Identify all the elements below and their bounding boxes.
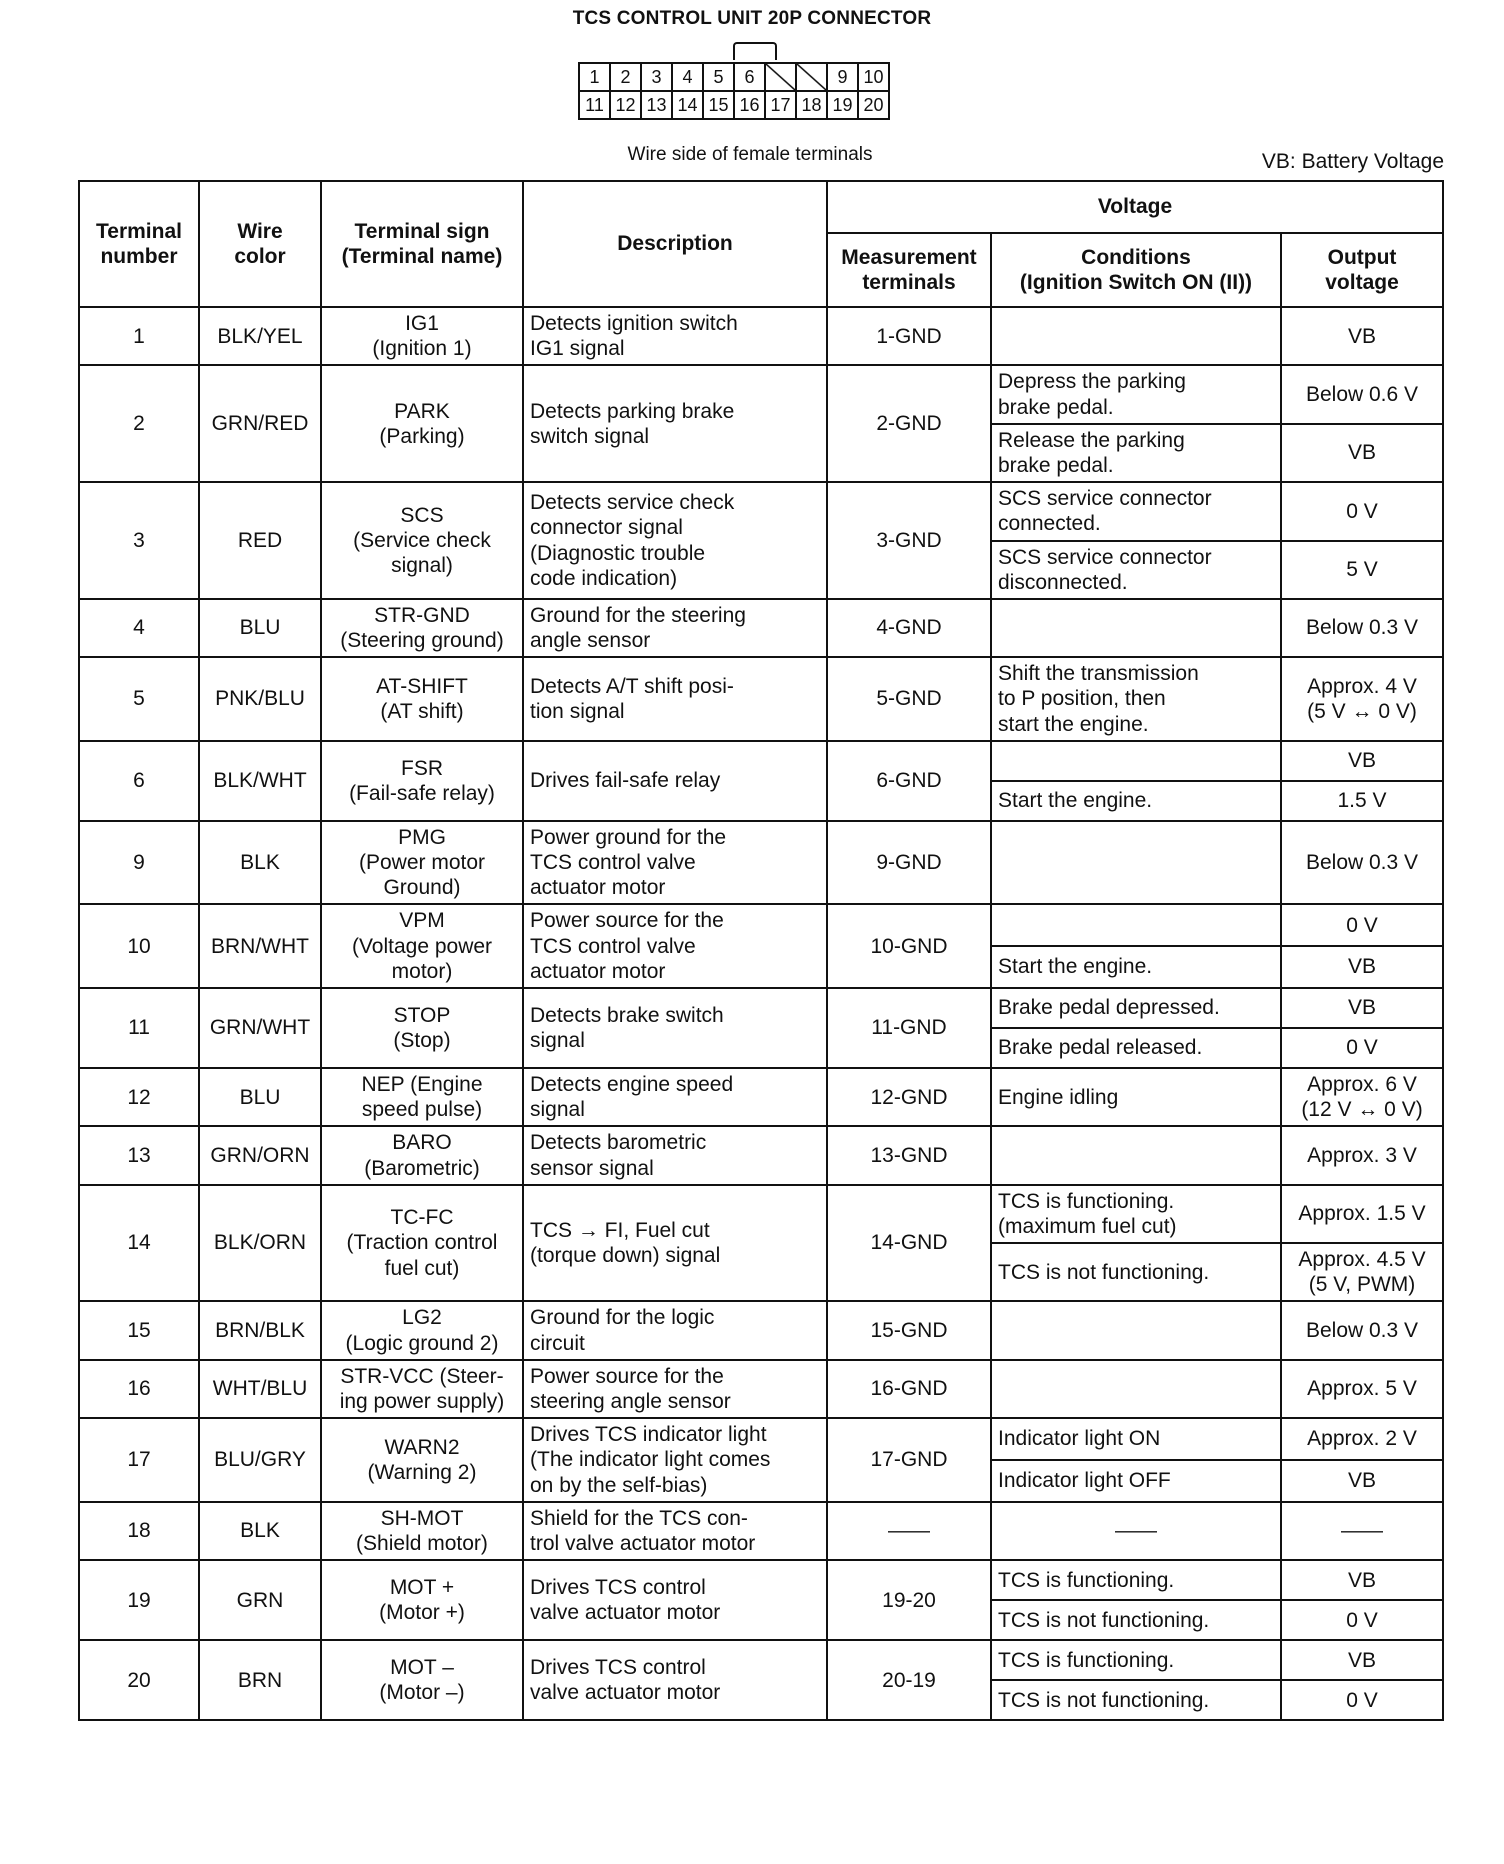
wire-color-cell: BLU/GRY — [199, 1418, 321, 1502]
wire-color-cell: BRN — [199, 1640, 321, 1720]
output-voltage-cell: 5 V — [1281, 541, 1443, 599]
conditions-cell — [991, 599, 1281, 657]
measurement-terminals-cell: 4-GND — [827, 599, 991, 657]
wire-color-cell: GRN/WHT — [199, 988, 321, 1068]
conditions-cell: —— — [991, 1502, 1281, 1560]
table-row — [79, 1126, 1443, 1184]
output-voltage-cell: Approx. 4 V (5 V ↔ 0 V) — [1281, 657, 1443, 741]
terminal-sign-cell: SCS (Service check signal) — [321, 482, 523, 599]
terminal-sign-cell: FSR (Fail-safe relay) — [321, 741, 523, 821]
measurement-terminals-cell: 5-GND — [827, 657, 991, 741]
terminal-number-cell: 10 — [79, 904, 199, 988]
output-voltage-cell: VB — [1281, 424, 1443, 482]
conditions-cell: Release the parking brake pedal. — [991, 424, 1281, 482]
measurement-terminals-cell: 16-GND — [827, 1360, 991, 1418]
connector-pin: 4 — [672, 63, 703, 91]
connector-pin-empty — [796, 63, 827, 91]
terminal-sign-cell: PMG (Power motor Ground) — [321, 821, 523, 905]
description-cell: Drives TCS control valve actuator motor — [523, 1640, 827, 1720]
output-voltage-cell: 0 V — [1281, 1600, 1443, 1640]
description-cell: Drives fail-safe relay — [523, 741, 827, 821]
description-cell: Detects A/T shift posi- tion signal — [523, 657, 827, 741]
measurement-terminals-cell: 11-GND — [827, 988, 991, 1068]
connector-pin: 2 — [610, 63, 641, 91]
connector-pin: 11 — [579, 91, 610, 119]
terminal-number-cell: 3 — [79, 482, 199, 599]
conditions-cell: Brake pedal depressed. — [991, 988, 1281, 1028]
terminal-sign-cell: SH-MOT (Shield motor) — [321, 1502, 523, 1560]
table-row — [79, 988, 1443, 1028]
terminal-sign-cell: MOT + (Motor +) — [321, 1560, 523, 1640]
output-voltage-cell: 0 V — [1281, 1028, 1443, 1068]
measurement-terminals-cell: 2-GND — [827, 365, 991, 482]
conditions-cell: SCS service connector connected. — [991, 482, 1281, 540]
terminal-sign-cell: TC-FC (Traction control fuel cut) — [321, 1185, 523, 1302]
table-body — [79, 307, 1443, 1720]
wire-color-cell: BLK — [199, 821, 321, 905]
table-row — [79, 821, 1443, 905]
output-voltage-cell: Approx. 5 V — [1281, 1360, 1443, 1418]
wire-color-cell: BLK/WHT — [199, 741, 321, 821]
terminal-sign-cell: VPM (Voltage power motor) — [321, 904, 523, 988]
table-row — [79, 1640, 1443, 1680]
terminal-number-cell: 9 — [79, 821, 199, 905]
terminal-sign-cell: WARN2 (Warning 2) — [321, 1418, 523, 1502]
header-wire-color: Wire color — [199, 181, 321, 307]
conditions-cell — [991, 307, 1281, 365]
terminal-number-cell: 6 — [79, 741, 199, 821]
connector-pin: 18 — [796, 91, 827, 119]
output-voltage-cell: —— — [1281, 1502, 1443, 1560]
measurement-terminals-cell: 13-GND — [827, 1126, 991, 1184]
terminal-number-cell: 2 — [79, 365, 199, 482]
connector-pin: 10 — [858, 63, 889, 91]
connector-pin: 12 — [610, 91, 641, 119]
wire-color-cell: BLU — [199, 1068, 321, 1126]
description-cell: Detects parking brake switch signal — [523, 365, 827, 482]
measurement-terminals-cell: —— — [827, 1502, 991, 1560]
header-terminal-sign: Terminal sign (Terminal name) — [321, 181, 523, 307]
conditions-cell: TCS is not functioning. — [991, 1600, 1281, 1640]
conditions-cell — [991, 741, 1281, 781]
header-conditions: Conditions (Ignition Switch ON (II)) — [991, 233, 1281, 307]
table-row — [79, 1301, 1443, 1359]
terminal-sign-cell: NEP (Engine speed pulse) — [321, 1068, 523, 1126]
measurement-terminals-cell: 15-GND — [827, 1301, 991, 1359]
measurement-terminals-cell: 6-GND — [827, 741, 991, 821]
output-voltage-cell: VB — [1281, 307, 1443, 365]
connector-pin: 17 — [765, 91, 796, 119]
conditions-cell: TCS is functioning. — [991, 1560, 1281, 1600]
description-cell: Detects engine speed signal — [523, 1068, 827, 1126]
table-row — [79, 1418, 1443, 1460]
description-cell: Detects barometric sensor signal — [523, 1126, 827, 1184]
wire-color-cell: GRN/RED — [199, 365, 321, 482]
wire-color-cell: BLK — [199, 1502, 321, 1560]
connector-pin: 3 — [641, 63, 672, 91]
output-voltage-cell: 0 V — [1281, 1680, 1443, 1720]
output-voltage-cell: Approx. 3 V — [1281, 1126, 1443, 1184]
table-row — [79, 1068, 1443, 1126]
output-voltage-cell: VB — [1281, 741, 1443, 781]
output-voltage-cell: Below 0.3 V — [1281, 1301, 1443, 1359]
description-cell: Drives TCS indicator light (The indicator light comes on by the self-bias) — [523, 1418, 827, 1502]
header-description: Description — [523, 181, 827, 307]
conditions-cell: Start the engine. — [991, 946, 1281, 988]
conditions-cell: Engine idling — [991, 1068, 1281, 1126]
measurement-terminals-cell: 1-GND — [827, 307, 991, 365]
wire-color-cell: BRN/BLK — [199, 1301, 321, 1359]
terminal-sign-cell: IG1 (Ignition 1) — [321, 307, 523, 365]
description-cell: Detects brake switch signal — [523, 988, 827, 1068]
output-voltage-cell: 0 V — [1281, 482, 1443, 540]
conditions-cell: SCS service connector disconnected. — [991, 541, 1281, 599]
conditions-cell: TCS is functioning. — [991, 1640, 1281, 1680]
terminal-sign-cell: STR-VCC (Steer- ing power supply) — [321, 1360, 523, 1418]
description-cell: Detects service check connector signal (Diagnostic trouble code indication) — [523, 482, 827, 599]
terminal-number-cell: 4 — [79, 599, 199, 657]
output-voltage-cell: 1.5 V — [1281, 781, 1443, 821]
connector-pin: 6 — [734, 63, 765, 91]
output-voltage-cell: VB — [1281, 1560, 1443, 1600]
terminal-number-cell: 11 — [79, 988, 199, 1068]
output-voltage-cell: Approx. 2 V — [1281, 1418, 1443, 1460]
terminal-sign-cell: PARK (Parking) — [321, 365, 523, 482]
output-voltage-cell: VB — [1281, 946, 1443, 988]
conditions-cell — [991, 1126, 1281, 1184]
connector-pin: 19 — [827, 91, 858, 119]
conditions-cell: TCS is functioning. (maximum fuel cut) — [991, 1185, 1281, 1243]
wire-color-cell: RED — [199, 482, 321, 599]
description-cell: Power source for the TCS control valve actuator motor — [523, 904, 827, 988]
wire-color-cell: WHT/BLU — [199, 1360, 321, 1418]
connector-pin: 9 — [827, 63, 858, 91]
wire-color-cell: PNK/BLU — [199, 657, 321, 741]
measurement-terminals-cell: 14-GND — [827, 1185, 991, 1302]
output-voltage-cell: 0 V — [1281, 904, 1443, 946]
description-cell: Drives TCS control valve actuator motor — [523, 1560, 827, 1640]
connector-diagram — [578, 62, 890, 120]
measurement-terminals-cell: 17-GND — [827, 1418, 991, 1502]
terminal-number-cell: 18 — [79, 1502, 199, 1560]
conditions-cell: Brake pedal released. — [991, 1028, 1281, 1068]
connector-caption: Wire side of female terminals — [627, 144, 873, 165]
terminal-number-cell: 1 — [79, 307, 199, 365]
terminal-sign-cell: BARO (Barometric) — [321, 1126, 523, 1184]
connector-row-top — [579, 63, 889, 91]
terminal-number-cell: 20 — [79, 1640, 199, 1720]
table-row — [79, 1502, 1443, 1560]
table-row — [79, 365, 1443, 423]
description-cell: Ground for the steering angle sensor — [523, 599, 827, 657]
output-voltage-cell: Approx. 6 V (12 V ↔ 0 V) — [1281, 1068, 1443, 1126]
terminal-number-cell: 12 — [79, 1068, 199, 1126]
description-cell: Detects ignition switch IG1 signal — [523, 307, 827, 365]
output-voltage-cell: Below 0.6 V — [1281, 365, 1443, 423]
output-voltage-cell: Below 0.3 V — [1281, 821, 1443, 905]
wire-color-cell: BLU — [199, 599, 321, 657]
conditions-cell: TCS is not functioning. — [991, 1680, 1281, 1720]
connector-pin: 13 — [641, 91, 672, 119]
terminal-number-cell: 15 — [79, 1301, 199, 1359]
terminal-sign-cell: AT-SHIFT (AT shift) — [321, 657, 523, 741]
connector-pin: 20 — [858, 91, 889, 119]
description-cell: TCS → FI, Fuel cut (torque down) signal — [523, 1185, 827, 1302]
table-row — [79, 904, 1443, 946]
header-terminal-number: Terminal number — [79, 181, 199, 307]
terminal-sign-cell: STR-GND (Steering ground) — [321, 599, 523, 657]
conditions-cell: Indicator light OFF — [991, 1460, 1281, 1502]
vb-legend: VB: Battery Voltage — [1261, 150, 1444, 173]
wire-color-cell: BRN/WHT — [199, 904, 321, 988]
wire-color-cell: GRN/ORN — [199, 1126, 321, 1184]
conditions-cell — [991, 1301, 1281, 1359]
description-cell: Shield for the TCS con- trol valve actuator motor — [523, 1502, 827, 1560]
description-cell: Power ground for the TCS control valve actuator motor — [523, 821, 827, 905]
table-row — [79, 599, 1443, 657]
measurement-terminals-cell: 19-20 — [827, 1560, 991, 1640]
terminal-sign-cell: STOP (Stop) — [321, 988, 523, 1068]
measurement-terminals-cell: 3-GND — [827, 482, 991, 599]
connector-pin-empty — [765, 63, 796, 91]
connector-pin: 14 — [672, 91, 703, 119]
output-voltage-cell: VB — [1281, 1640, 1443, 1680]
table-row — [79, 307, 1443, 365]
connector-latch-tab — [733, 42, 777, 60]
terminal-sign-cell: LG2 (Logic ground 2) — [321, 1301, 523, 1359]
conditions-cell — [991, 1360, 1281, 1418]
output-voltage-cell: Approx. 1.5 V — [1281, 1185, 1443, 1243]
connector-row-bottom — [579, 91, 889, 119]
connector-pin: 15 — [703, 91, 734, 119]
measurement-terminals-cell: 20-19 — [827, 1640, 991, 1720]
connector-pin: 1 — [579, 63, 610, 91]
output-voltage-cell: VB — [1281, 1460, 1443, 1502]
measurement-terminals-cell: 9-GND — [827, 821, 991, 905]
description-cell: Power source for the steering angle sensor — [523, 1360, 827, 1418]
wire-color-cell: BLK/YEL — [199, 307, 321, 365]
terminal-number-cell: 5 — [79, 657, 199, 741]
measurement-terminals-cell: 10-GND — [827, 904, 991, 988]
conditions-cell — [991, 821, 1281, 905]
description-cell: Ground for the logic circuit — [523, 1301, 827, 1359]
table-row — [79, 1560, 1443, 1600]
wire-color-cell: GRN — [199, 1560, 321, 1640]
measurement-terminals-cell: 12-GND — [827, 1068, 991, 1126]
output-voltage-cell: Approx. 4.5 V (5 V, PWM) — [1281, 1243, 1443, 1301]
table-row — [79, 741, 1443, 781]
terminal-number-cell: 17 — [79, 1418, 199, 1502]
output-voltage-cell: Below 0.3 V — [1281, 599, 1443, 657]
connector-pin: 5 — [703, 63, 734, 91]
terminal-number-cell: 16 — [79, 1360, 199, 1418]
terminal-number-cell: 19 — [79, 1560, 199, 1640]
terminal-number-cell: 14 — [79, 1185, 199, 1302]
terminal-table — [78, 180, 1444, 1721]
table-row — [79, 1185, 1443, 1243]
conditions-cell: TCS is not functioning. — [991, 1243, 1281, 1301]
table-row — [79, 482, 1443, 540]
connector-pin: 16 — [734, 91, 765, 119]
header-voltage: Voltage — [827, 181, 1443, 233]
page-title: TCS CONTROL UNIT 20P CONNECTOR — [572, 8, 932, 29]
table-row — [79, 1360, 1443, 1418]
header-measurement-terminals: Measurement terminals — [827, 233, 991, 307]
terminal-sign-cell: MOT – (Motor –) — [321, 1640, 523, 1720]
conditions-cell: Indicator light ON — [991, 1418, 1281, 1460]
conditions-cell: Shift the transmission to P position, then start the engine. — [991, 657, 1281, 741]
conditions-cell: Start the engine. — [991, 781, 1281, 821]
output-voltage-cell: VB — [1281, 988, 1443, 1028]
terminal-number-cell: 13 — [79, 1126, 199, 1184]
wire-color-cell: BLK/ORN — [199, 1185, 321, 1302]
conditions-cell: Depress the parking brake pedal. — [991, 365, 1281, 423]
header-output-voltage: Output voltage — [1281, 233, 1443, 307]
conditions-cell — [991, 904, 1281, 946]
table-row — [79, 657, 1443, 741]
